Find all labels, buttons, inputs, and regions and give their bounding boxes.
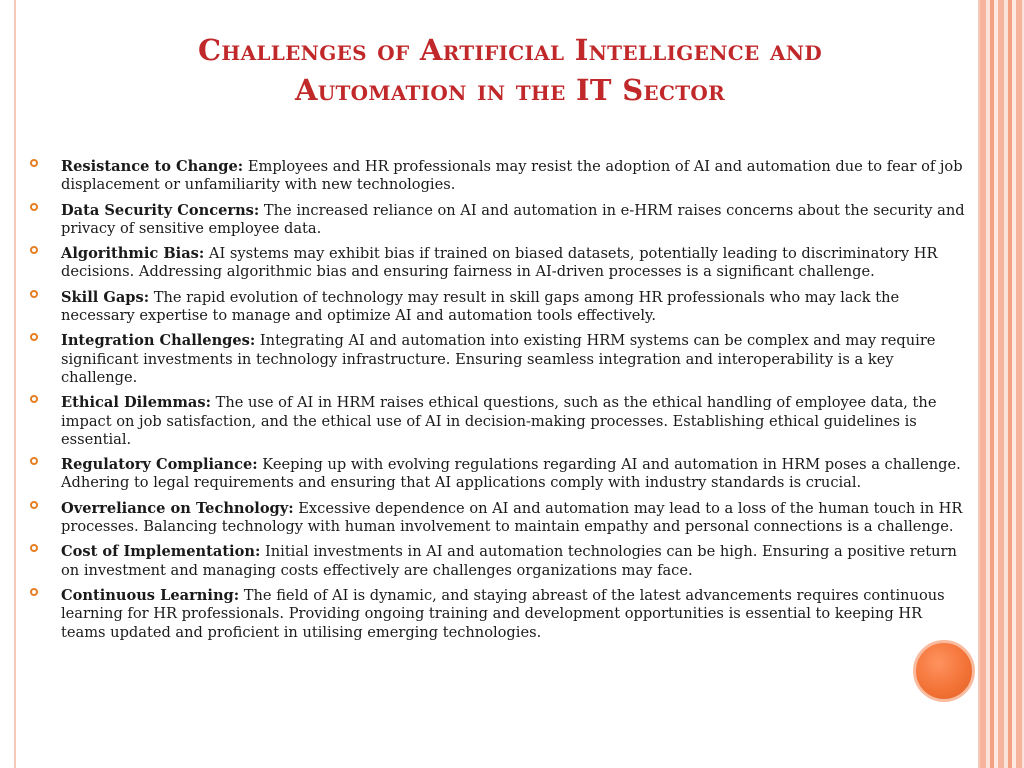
bullet-term: Cost of Implementation: xyxy=(61,543,261,561)
bullet-continuous-learning xyxy=(28,587,968,642)
bullet-term: Continuous Learning: xyxy=(61,586,240,604)
decorative-right-band xyxy=(980,0,1024,768)
bullet-term: Skill Gaps: xyxy=(61,288,150,306)
challenges-bullet-list xyxy=(28,158,968,649)
bullet-integration-challenges xyxy=(28,332,968,387)
bullet-text: Integrating AI and automation into existing HRM systems can be complex and may require significant investments in technology infrastructure. Ensuring seamless integration and interoperability is a key challenge. xyxy=(61,332,936,386)
bullet-term: Overreliance on Technology: xyxy=(61,499,294,517)
bullet-text: The increased reliance on AI and automation in e-HRM raises concerns about the security and privacy of sensitive employee data. xyxy=(61,201,965,237)
bullet-text: Initial investments in AI and automation technologies can be high. Ensuring a positive return on investment and managing costs effectively are challenges organizations may face. xyxy=(61,543,957,579)
slide-title-line-1: Challenges of Artificial Intelligence and xyxy=(198,33,822,67)
bullet-text: The field of AI is dynamic, and staying abreast of the latest advancements requires continuous learning for HR professionals. Providing ongoing training and development opportunities is essential to keeping HR teams updated and proficient in utilising emerging technologies. xyxy=(61,586,945,641)
bullet-ring-icon xyxy=(30,246,38,254)
bullet-data-security-concerns xyxy=(28,202,968,239)
bullet-ring-icon xyxy=(30,501,38,509)
bullet-ring-icon xyxy=(30,290,38,298)
bullet-cost-of-implementation xyxy=(28,543,968,580)
bullet-term: Ethical Dilemmas: xyxy=(61,394,211,412)
slide-title-line-2: Automation in the IT Sector xyxy=(294,73,726,107)
bullet-resistance-to-change xyxy=(28,158,968,195)
slide-title xyxy=(80,30,940,110)
bullet-term: Data Security Concerns: xyxy=(61,201,260,219)
bullet-ethical-dilemmas xyxy=(28,394,968,449)
bullet-overreliance-on-technology xyxy=(28,500,968,537)
bullet-text: Employees and HR professionals may resist the adoption of AI and automation due to fear of job displacement or unfamiliarity with new technologies. xyxy=(61,158,963,194)
bullet-term: Resistance to Change: xyxy=(61,158,244,175)
bullet-ring-icon xyxy=(30,333,38,341)
bullet-text: AI systems may exhibit bias if trained on biased datasets, potentially leading to discriminatory HR decisions. Addressing algorithmic bias and ensuring fairness in AI-driven processes is a significant challenge. xyxy=(61,245,938,281)
bullet-ring-icon xyxy=(30,457,38,465)
bullet-text: Keeping up with evolving regulations regarding AI and automation in HRM poses a challenge. Adhering to legal requirements and ensuring that AI applications comply with industry standards is crucial. xyxy=(61,456,961,492)
bullet-skill-gaps xyxy=(28,289,968,326)
bullet-ring-icon xyxy=(30,203,38,211)
decorative-orange-circle xyxy=(913,640,975,702)
bullet-text: Excessive dependence on AI and automation may lead to a loss of the human touch in HR processes. Balancing technology with human involvement to maintain empathy and personal connections is a challenge. xyxy=(61,499,963,536)
bullet-term: Integration Challenges: xyxy=(61,332,256,350)
bullet-regulatory-compliance xyxy=(28,456,968,493)
bullet-algorithmic-bias xyxy=(28,245,968,282)
bullet-term: Regulatory Compliance: xyxy=(61,456,258,474)
bullet-ring-icon xyxy=(30,544,38,552)
bullet-text: The rapid evolution of technology may result in skill gaps among HR professionals who may lack the necessary expertise to manage and optimize AI and automation tools effectively. xyxy=(61,288,900,325)
bullet-ring-icon xyxy=(30,588,38,596)
bullet-term: Algorithmic Bias: xyxy=(61,245,205,263)
bullet-ring-icon xyxy=(30,395,38,403)
bullet-text: The use of AI in HRM raises ethical questions, such as the ethical handling of employee data, the impact on job satisfaction, and the ethical use of AI in decision-making processes. Establishing ethical guidelines is essential. xyxy=(61,394,937,448)
bullet-ring-icon xyxy=(30,159,38,167)
